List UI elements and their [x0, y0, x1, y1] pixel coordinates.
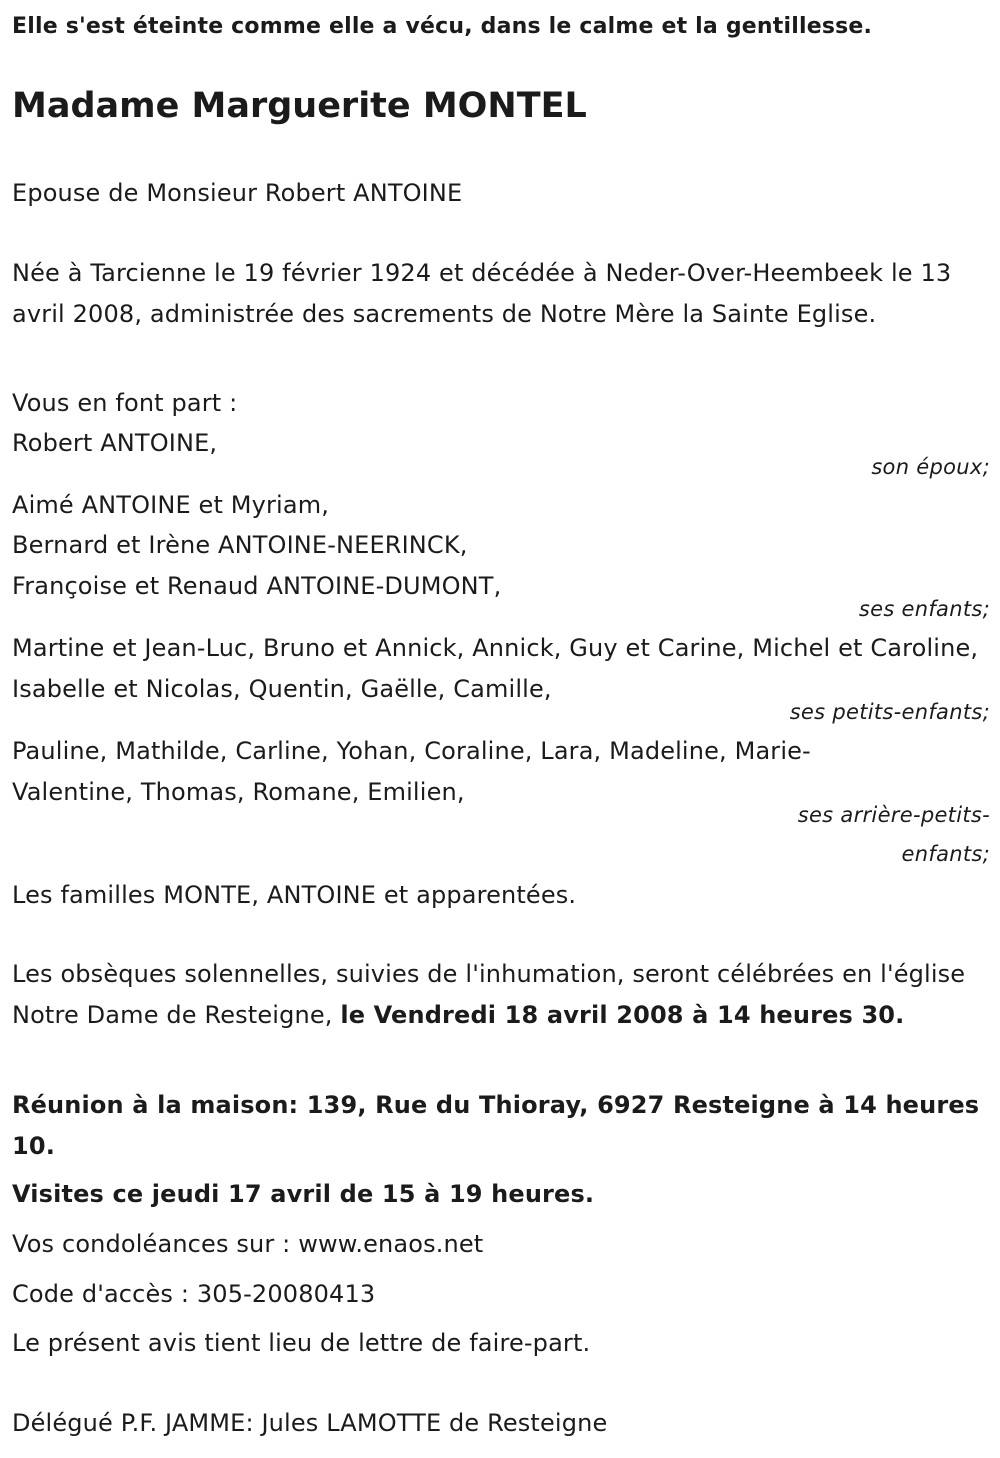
access-code: Code d'accès : 305-20080413	[12, 1280, 376, 1308]
spouse-role: son époux;	[871, 455, 990, 479]
condolences-info: Vos condoléances sur : www.enaos.net	[12, 1230, 484, 1258]
spouse-names: Robert ANTOINE,	[12, 429, 218, 457]
visits-info: Visites ce jeudi 17 avril de 15 à 19 heures.	[12, 1180, 595, 1208]
delegate-line: Délégué P.F. JAMME: Jules LAMOTTE de Resteigne	[12, 1409, 608, 1437]
grandchildren-role: ses petits-enfants;	[789, 700, 990, 724]
birth-death-paragraph: Née à Tarcienne le 19 février 1924 et décédée à Neder-Over-Heembeek le 13 avril 2008, administrée des sacrements de Notre Mère la Sainte Eglise.	[12, 259, 952, 328]
great-grandchildren-role: ses arrière-petits-enfants;	[797, 803, 990, 866]
children-line: Bernard et Irène ANTOINE-NEERINCK,	[12, 531, 468, 559]
deceased-name: Madame Marguerite MONTEL	[12, 86, 587, 126]
children-role: ses enfants;	[858, 597, 990, 621]
funeral-paragraph	[12, 954, 990, 1035]
epitaph: Elle s'est éteinte comme elle a vécu, dans le calme et la gentillesse.	[12, 14, 873, 39]
notice-line: Le présent avis tient lieu de lettre de faire-part.	[12, 1329, 591, 1357]
funeral-text: Les obsèques solennelles, suivies de l'inhumation, seront célébrées en l'église Notre Dame de Resteigne,	[12, 960, 966, 1029]
announcers-intro: Vous en font part :	[12, 389, 238, 417]
children-line: Aimé ANTOINE et Myriam,	[12, 491, 330, 519]
spouse-line: Epouse de Monsieur Robert ANTOINE	[12, 179, 463, 207]
children-line: Françoise et Renaud ANTOINE-DUMONT,	[12, 572, 502, 600]
great-grandchildren-names: Pauline, Mathilde, Carline, Yohan, Coraline, Lara, Madeline, Marie-Valentine, Thomas, Romane, Emilien,	[12, 737, 811, 806]
families-line: Les familles MONTE, ANTOINE et apparentées.	[12, 881, 577, 909]
grandchildren-names: Martine et Jean-Luc, Bruno et Annick, Annick, Guy et Carine, Michel et Caroline, Isabelle et Nicolas, Quentin, Gaëlle, Camille,	[12, 634, 979, 703]
gathering-info: Réunion à la maison: 139, Rue du Thioray, 6927 Resteigne à 14 heures 10.	[12, 1091, 980, 1160]
funeral-date-time: le Vendredi 18 avril 2008 à 14 heures 30.	[340, 1000, 905, 1029]
